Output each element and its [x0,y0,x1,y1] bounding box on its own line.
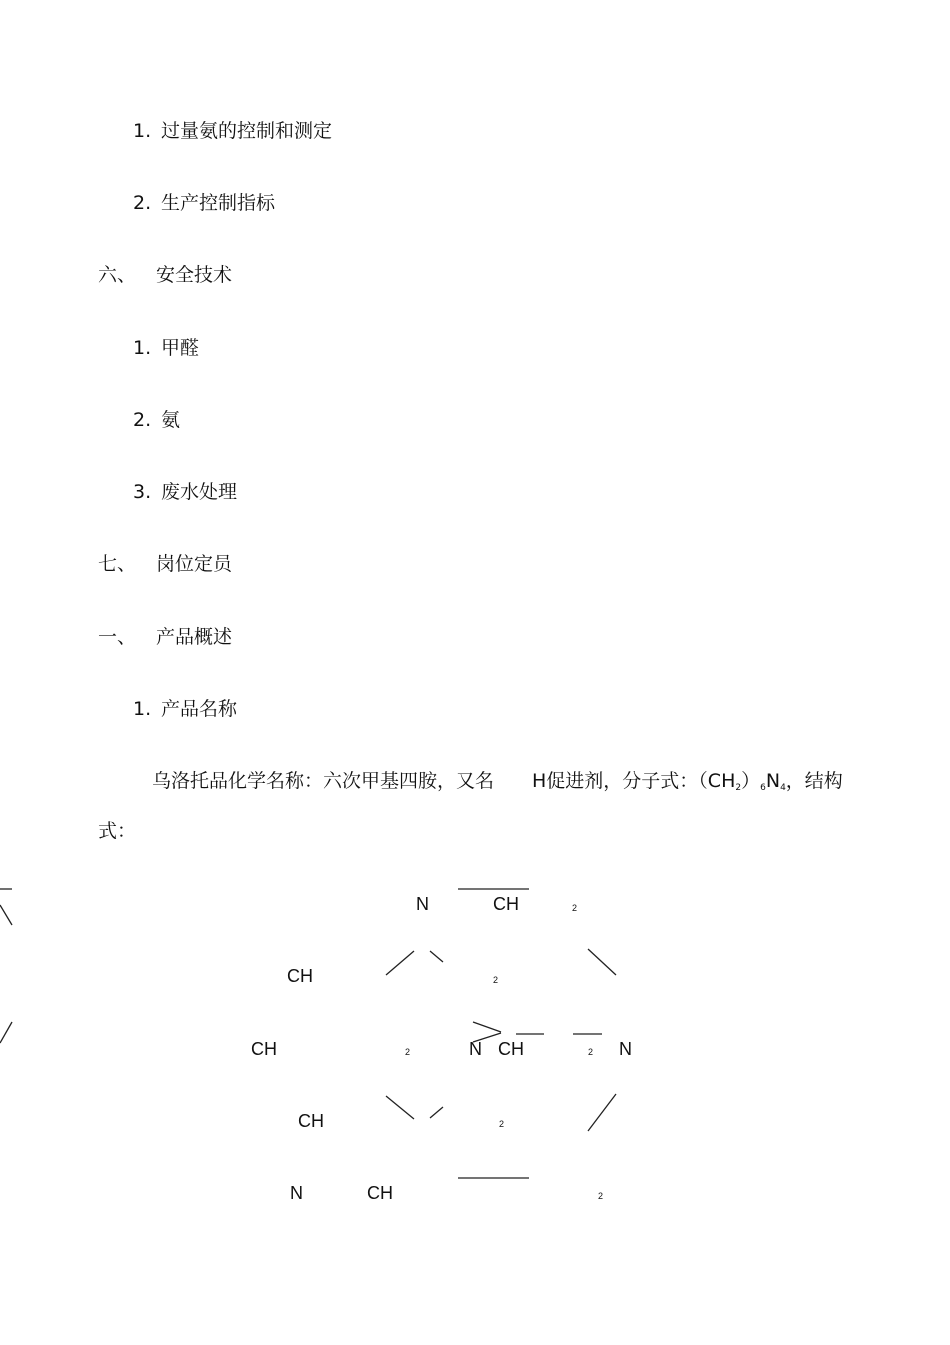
outline-number: 1. [133,120,152,142]
subscript-two-center-lower: 2 [499,1119,505,1129]
atom-n-bottom: N [290,1183,303,1203]
bond-line [386,951,414,975]
outline-number: 2. [133,192,152,214]
section-number: 一、 [98,626,137,648]
paragraph-continuation: 式： [98,820,137,842]
atom-n-center: N [469,1039,482,1059]
outline-text: 过量氨的控制和测定 [161,120,333,142]
outline-number: 3. [133,481,152,503]
atom-n-top: N [416,894,429,914]
bond-line [473,1022,501,1032]
group-ch-lower-left: CH [298,1111,324,1131]
paragraph-part1: 乌洛托品化学名称：六次甲基四胺，又名 [152,770,495,792]
bond-line [430,951,443,962]
bond-line [430,1107,443,1118]
section-title: 产品概述 [156,626,233,648]
bond-line [386,1096,414,1119]
subscript-two-bottom: 2 [598,1191,604,1201]
formula-subscript: 2 [735,783,742,793]
paragraph-part3: ） [741,770,761,792]
paragraph-part4: N [765,770,781,792]
outline-text: 生产控制指标 [161,192,276,214]
atom-n-right: N [619,1039,632,1059]
section-title: 岗位定员 [156,553,233,575]
outline-text: 氨 [161,409,181,431]
outline-text: 产品名称 [161,698,238,720]
group-ch-upper-left: CH [287,966,313,986]
outline-number: 1. [133,337,152,359]
outline-text: 甲醛 [161,337,200,359]
bond-line [0,905,12,925]
outline-number: 2. [133,409,152,431]
subscript-two-center-upper: 2 [493,975,499,985]
formula-subscript: 4 [780,783,786,793]
formula-subscript: 6 [760,783,766,793]
outline-text: 废水处理 [161,481,238,503]
subscript-two-left: 2 [405,1047,411,1057]
bond-line [588,949,616,975]
paragraph-part2: H促进剂，分子式：（CH [532,770,736,792]
section-number: 六、 [98,264,137,286]
group-ch-center: CH [498,1039,524,1059]
section-number: 七、 [98,553,137,575]
bond-line [588,1094,616,1131]
subscript-two-top: 2 [572,903,578,913]
paragraph-part5: ，结构 [785,770,843,792]
bond-line [0,1022,12,1043]
group-ch-top: CH [493,894,519,914]
outline-number: 1. [133,698,152,720]
subscript-two-center: 2 [588,1047,594,1057]
group-ch-bottom: CH [367,1183,393,1203]
group-ch-left: CH [251,1039,277,1059]
section-title: 安全技术 [156,264,233,286]
